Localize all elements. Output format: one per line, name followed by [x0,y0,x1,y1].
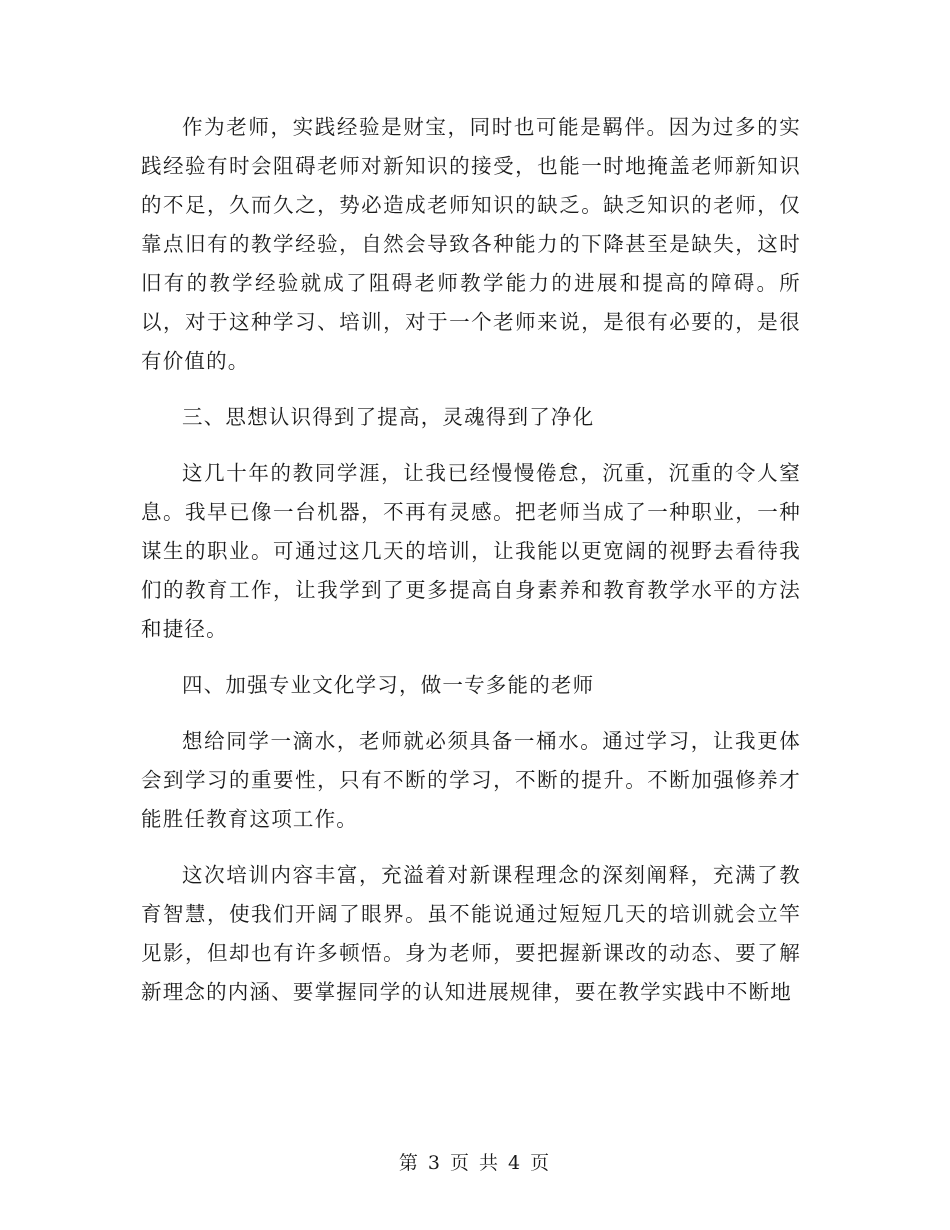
paragraph-teaching-career: 这几十年的教同学涯，让我已经慢慢倦怠，沉重，沉重的令人窒息。我早已像一台机器，不再有灵感。把老师当成了一种职业，一种谋生的职业。可通过这几天的培训，让我能以更宽阔的视野去看待我们的教育工作，让我学到了更多提高自身素养和教育教学水平的方法和捷径。 [141,461,801,641]
section-heading-four: 四、加强专业文化学习，做一专多能的老师 [182,673,595,697]
document-body [141,108,801,1012]
paragraph-learning-importance: 想给同学一滴水，老师就必须具备一桶水。通过学习，让我更体会到学习的重要性，只有不断的学习，不断的提升。不断加强修养才能胜任教育这项工作。 [141,729,801,831]
section-heading-three: 三、思想认识得到了提高，灵魂得到了净化 [182,405,595,429]
paragraph-training-summary: 这次培训内容丰富，充溢着对新课程理念的深刻阐释，充满了教育智慧，使我们开阔了眼界。虽不能说通过短短几天的培训就会立竿见影，但却也有许多顿悟。身为老师，要把握新课改的动态、要了解新理念的内涵、要掌握同学的认知进展规律，要在教学实践中不断地 [141,863,801,1004]
paragraph-practice-experience: 作为老师，实践经验是财宝，同时也可能是羁伴。因为过多的实践经验有时会阻碍老师对新知识的接受，也能一时地掩盖老师新知识的不足，久而久之，势必造成老师知识的缺乏。缺乏知识的老师，仅靠点旧有的教学经验，自然会导致各种能力的下降甚至是缺失，这时旧有的教学经验就成了阻碍老师教学能力的进展和提高的障碍。所以，对于这种学习、培训，对于一个老师来说，是很有必要的，是很有价值的。 [141,115,801,373]
page-number-footer: 第 3 页 共 4 页 [398,1152,552,1174]
